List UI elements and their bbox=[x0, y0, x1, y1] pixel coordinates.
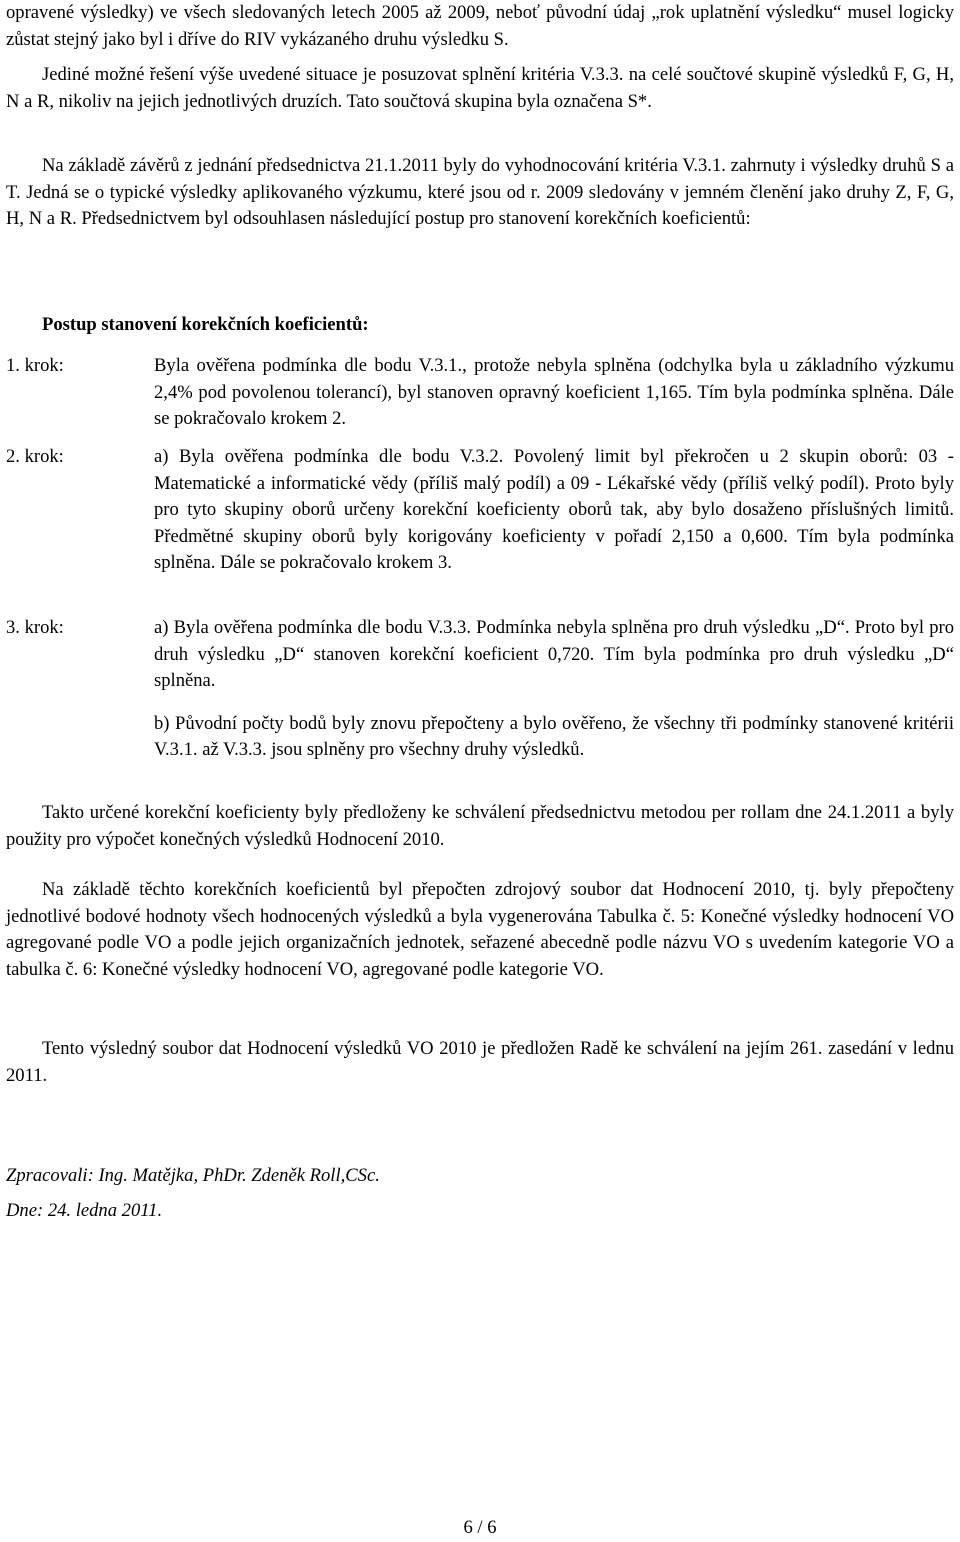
paragraph-solution: Jediné možné řešení výše uvedené situace je posuzovat splnění kritéria V.3.3. na celé součtové skupině výsledků F, G, H, N a R, nikoliv na jejich jednotlivých druzích. Tato součtová skupina byla označena S*. bbox=[6, 64, 954, 112]
page-number: 6 / 6 bbox=[463, 1517, 497, 1538]
paragraph-recalculation: Na základě těchto korekčních koeficientů byl přepočten zdrojový soubor dat Hodnocení 2010, tj. byly přepočteny jednotlivé bodové hodnoty všech hodnocených výsledků a byla vygenerována Tabulka č. 5: Konečné výsledky hodnocení VO agregované podle VO a podle jejich organizačních jednotek, seřazené abecedně podle názvu VO s uvedením kategorie VO a tabulka č. 6: Konečné výsledky hodnocení VO, agregované podle kategorie VO. bbox=[6, 879, 954, 980]
document-page bbox=[6, 0, 954, 1537]
paragraph-intro: opravené výsledky) ve všech sledovaných letech 2005 až 2009, neboť původní údaj „rok uplatnění výsledku“ musel logicky zůstat stejný jako byl i dříve do RIV vykázaného druhu výsledku S. bbox=[6, 2, 954, 50]
step-3-label: 3. krok: bbox=[6, 617, 64, 638]
step-2-body bbox=[154, 444, 954, 577]
step-3-body bbox=[154, 615, 954, 764]
paragraph-coefficients: Takto určené korekční koeficienty byly předloženy ke schválení předsednictvu metodou per rollam dne 24.1.2011 a byly použity pro výpočet konečných výsledků Hodnocení 2010. bbox=[6, 802, 954, 850]
step-2-label: 2. krok: bbox=[6, 446, 64, 467]
paragraph-final: Tento výsledný soubor dat Hodnocení výsledků VO 2010 je předložen Radě ke schválení na jejím 261. zasedání v lednu 2011. bbox=[6, 1038, 954, 1086]
step-2-text: a) Byla ověřena podmínka dle bodu V.3.2. Povolený limit byl překročen u 2 skupin oborů: 03 - Matematické a informatické vědy (příliš malý podíl) a 09 - Lékařské vědy (příliš velký podíl). Proto byly pro tyto skupiny oborů určeny korekční koeficienty oborů tak, aby bylo dosaženo příslušných limitů. Předmětné skupiny oborů byly korigovány koeficienty v pořadí 2,150 a 0,600. Tím byla podmínka splněna. Dále se pokračovalo krokem 3. bbox=[154, 446, 954, 573]
step-1-label: 1. krok: bbox=[6, 355, 64, 376]
step-3 bbox=[6, 615, 954, 764]
step-1 bbox=[6, 353, 954, 433]
step-1-body bbox=[154, 353, 954, 433]
step-3-text-b: b) Původní počty bodů byly znovu přepočteny a bylo ověřeno, že všechny tři podmínky stanovené kritérii V.3.1. až V.3.3. jsou splněny pro všechny druhy výsledků. bbox=[154, 712, 954, 760]
document-date: Dne: 24. ledna 2011. bbox=[6, 1200, 163, 1221]
step-2 bbox=[6, 444, 954, 577]
prepared-by: Zpracovali: Ing. Matějka, PhDr. Zdeněk Roll,CSc. bbox=[6, 1165, 380, 1186]
step-3-text-a: a) Byla ověřena podmínka dle bodu V.3.3. Podmínka nebyla splněna pro druh výsledku „D“. Proto byl pro druh výsledku „D“ stanoven korekční koeficient 0,720. Tím byla podmínka pro druh výsledku „D“ splněna. bbox=[154, 617, 954, 691]
step-1-text: Byla ověřena podmínka dle bodu V.3.1., protože nebyla splněna (odchylka byla u základního výzkumu 2,4% pod povolenou tolerancí), byl stanoven opravný koeficient 1,165. Tím byla podmínka splněna. Dále se pokračovalo krokem 2. bbox=[154, 355, 954, 429]
procedure-heading: Postup stanovení korekčních koeficientů: bbox=[42, 314, 369, 335]
paragraph-basis: Na základě závěrů z jednání předsednictva 21.1.2011 byly do vyhodnocování kritéria V.3.1. zahrnuty i výsledky druhů S a T. Jedná se o typické výsledky aplikovaného výzkumu, které jsou od r. 2009 sledovány v jemném členění jako druhy Z, F, G, H, N a R. Předsednictvem byl odsouhlasen následující postup pro stanovení korekčních koeficientů: bbox=[6, 155, 954, 229]
